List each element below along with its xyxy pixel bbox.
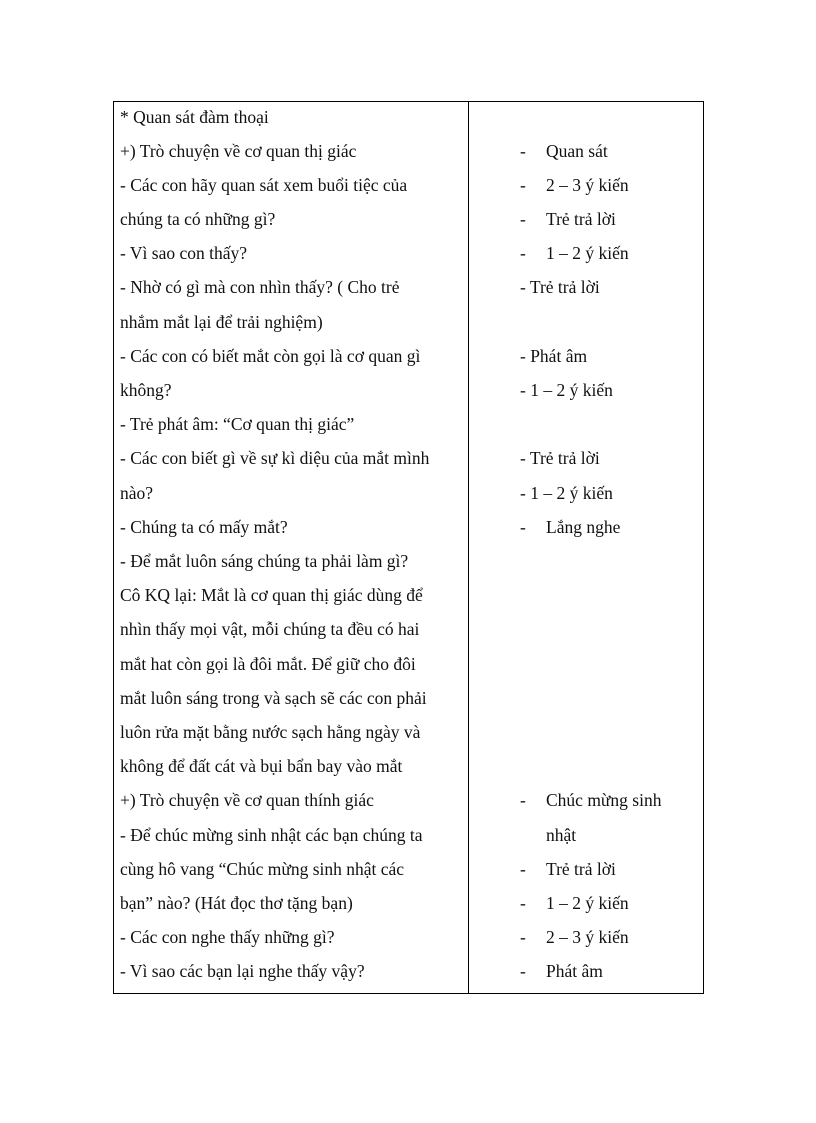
text-line: - Các con hãy quan sát xem buổi tiệc của [120,175,408,195]
response-item: nhật [546,825,577,845]
text-line: không? [120,380,172,400]
text-line: * Quan sát đàm thoại [120,107,269,127]
text-line: bạn” nào? (Hát đọc thơ tặng bạn) [120,893,353,913]
bullet-dash: - [520,927,526,947]
response-item: 1 – 2 ý kiến [546,243,629,263]
text-line: nhắm mắt lại để trải nghiệm) [120,312,323,332]
response-item: Quan sát [546,141,608,161]
response-item: - 1 – 2 ý kiến [520,483,613,503]
text-line: mắt luôn sáng trong và sạch sẽ các con phải [120,688,427,708]
response-item: Chúc mừng sinh [546,790,662,810]
text-line: chúng ta có những gì? [120,209,276,229]
text-line: - Để chúc mừng sinh nhật các bạn chúng ta [120,825,423,845]
bullet-dash: - [520,961,526,981]
text-line: +) Trò chuyện về cơ quan thị giác [120,141,357,161]
text-line: mắt hat còn gọi là đôi mắt. Để giữ cho đôi [120,654,416,674]
bullet-dash: - [520,209,526,229]
bullet-dash: - [520,141,526,161]
response-item: - Trẻ trả lời [520,448,600,468]
response-item: Phát âm [546,961,603,981]
text-line: - Các con có biết mắt còn gọi là cơ quan gì [120,346,421,366]
bullet-dash: - [520,243,526,263]
text-line: - Các con nghe thấy những gì? [120,927,335,947]
column-divider [468,102,469,993]
response-item: Trẻ trả lời [546,859,616,879]
activity-table [113,101,704,994]
response-item: - Trẻ trả lời [520,277,600,297]
text-line: nào? [120,483,154,503]
response-item: Trẻ trả lời [546,209,616,229]
bullet-dash: - [520,893,526,913]
text-line: - Để mắt luôn sáng chúng ta phải làm gì? [120,551,409,571]
response-item: - 1 – 2 ý kiến [520,380,613,400]
response-item: Lắng nghe [546,517,621,537]
text-line: cùng hô vang “Chúc mừng sinh nhật các [120,859,405,879]
text-line: +) Trò chuyện về cơ quan thính giác [120,790,374,810]
bullet-dash: - [520,517,526,537]
bullet-dash: - [520,175,526,195]
text-line: nhìn thấy mọi vật, mỗi chúng ta đều có hai [120,619,420,639]
text-line: - Vì sao con thấy? [120,243,248,263]
text-line: - Chúng ta có mấy mắt? [120,517,288,537]
response-item: 2 – 3 ý kiến [546,175,629,195]
text-line: - Vì sao các bạn lại nghe thấy vậy? [120,961,365,981]
text-line: không để đất cát và bụi bẩn bay vào mắt [120,756,403,776]
text-line: - Nhờ có gì mà con nhìn thấy? ( Cho trẻ [120,277,400,297]
response-item: - Phát âm [520,346,588,366]
bullet-dash: - [520,790,526,810]
response-item: 2 – 3 ý kiến [546,927,629,947]
bullet-dash: - [520,859,526,879]
response-item: 1 – 2 ý kiến [546,893,629,913]
text-line: Cô KQ lại: Mắt là cơ quan thị giác dùng để [120,585,423,605]
text-line: - Các con biết gì về sự kì diệu của mắt mình [120,448,430,468]
text-line: luôn rửa mặt bằng nước sạch hằng ngày và [120,722,421,742]
text-line: - Trẻ phát âm: “Cơ quan thị giác” [120,414,355,434]
